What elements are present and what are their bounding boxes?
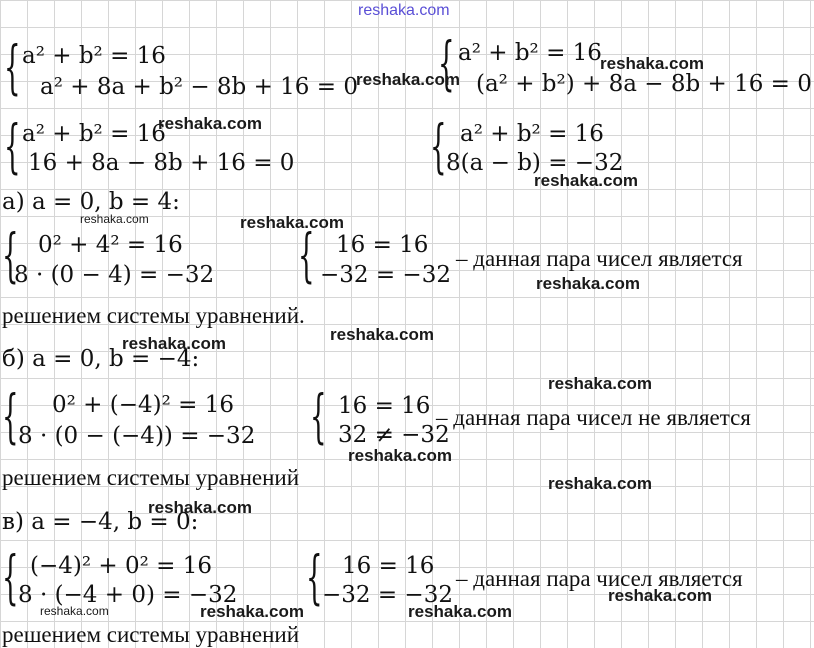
- conclusion-text: – данная пара чисел является: [456, 246, 743, 271]
- watermark: reshaka.com: [348, 446, 452, 465]
- system-brace: {: [4, 112, 21, 180]
- system-brace: {: [2, 543, 19, 611]
- case-b-header: б) a = 0, b = −4:: [2, 346, 200, 372]
- equation: 32 ≠ −32: [338, 422, 450, 448]
- conclusion-text: решением системы уравнений: [2, 465, 300, 490]
- equation: a² + b² = 16: [22, 43, 166, 69]
- watermark: reshaka.com: [536, 274, 640, 293]
- equation: 8 · (0 − (−4)) = −32: [18, 423, 256, 449]
- watermark: reshaka.com: [608, 586, 712, 605]
- watermark: reshaka.com: [600, 54, 704, 73]
- equation: 16 = 16: [336, 232, 429, 258]
- equation: −32 = −32: [320, 262, 451, 288]
- conclusion-text: – данная пара чисел не является: [436, 405, 751, 430]
- equation: a² + 8a + b² − 8b + 16 = 0: [40, 74, 358, 100]
- site-watermark: reshaka.com: [358, 2, 450, 19]
- system-brace: {: [4, 33, 21, 101]
- case-a-header: а) a = 0, b = 4:: [2, 189, 180, 215]
- watermark: reshaka.com: [548, 474, 652, 493]
- equation: 0² + 4² = 16: [38, 232, 183, 258]
- equation: (a² + b²) + 8a − 8b + 16 = 0: [476, 71, 812, 97]
- equation: 16 = 16: [338, 393, 431, 419]
- watermark: reshaka.com: [240, 213, 344, 232]
- watermark: reshaka.com: [40, 604, 109, 618]
- system-brace: {: [2, 382, 19, 450]
- equation: a² + b² = 16: [458, 40, 602, 66]
- equation: 0² + (−4)² = 16: [52, 392, 234, 418]
- system-brace: {: [430, 112, 447, 180]
- equation: 16 = 16: [342, 553, 435, 579]
- watermark: reshaka.com: [534, 171, 638, 190]
- conclusion-text: решением системы уравнений.: [2, 303, 305, 328]
- equation: −32 = −32: [322, 582, 453, 608]
- watermark: reshaka.com: [330, 325, 434, 344]
- system-brace: {: [306, 543, 323, 611]
- equation: 16 + 8a − 8b + 16 = 0: [28, 150, 295, 176]
- equation: 8 · (−4 + 0) = −32: [18, 582, 238, 608]
- watermark: reshaka.com: [80, 212, 149, 226]
- watermark: reshaka.com: [356, 70, 460, 89]
- system-brace: {: [438, 29, 455, 97]
- equation: 8 · (0 − 4) = −32: [14, 262, 215, 288]
- equation: a² + b² = 16: [22, 121, 166, 147]
- system-brace: {: [298, 221, 315, 289]
- equation: a² + b² = 16: [460, 121, 604, 147]
- conclusion-text: решением системы уравнений: [2, 622, 300, 647]
- watermark: reshaka.com: [408, 602, 512, 621]
- system-brace: {: [2, 221, 19, 289]
- watermark: reshaka.com: [122, 334, 226, 353]
- case-c-header: в) a = −4, b = 0:: [2, 509, 199, 535]
- conclusion-text: – данная пара чисел является: [456, 566, 743, 591]
- watermark: reshaka.com: [548, 374, 652, 393]
- system-brace: {: [310, 382, 327, 450]
- watermark: reshaka.com: [158, 114, 262, 133]
- watermark: reshaka.com: [148, 498, 252, 517]
- equation: 8(a − b) = −32: [446, 150, 624, 176]
- watermark: reshaka.com: [200, 602, 304, 621]
- equation: (−4)² + 0² = 16: [30, 553, 212, 579]
